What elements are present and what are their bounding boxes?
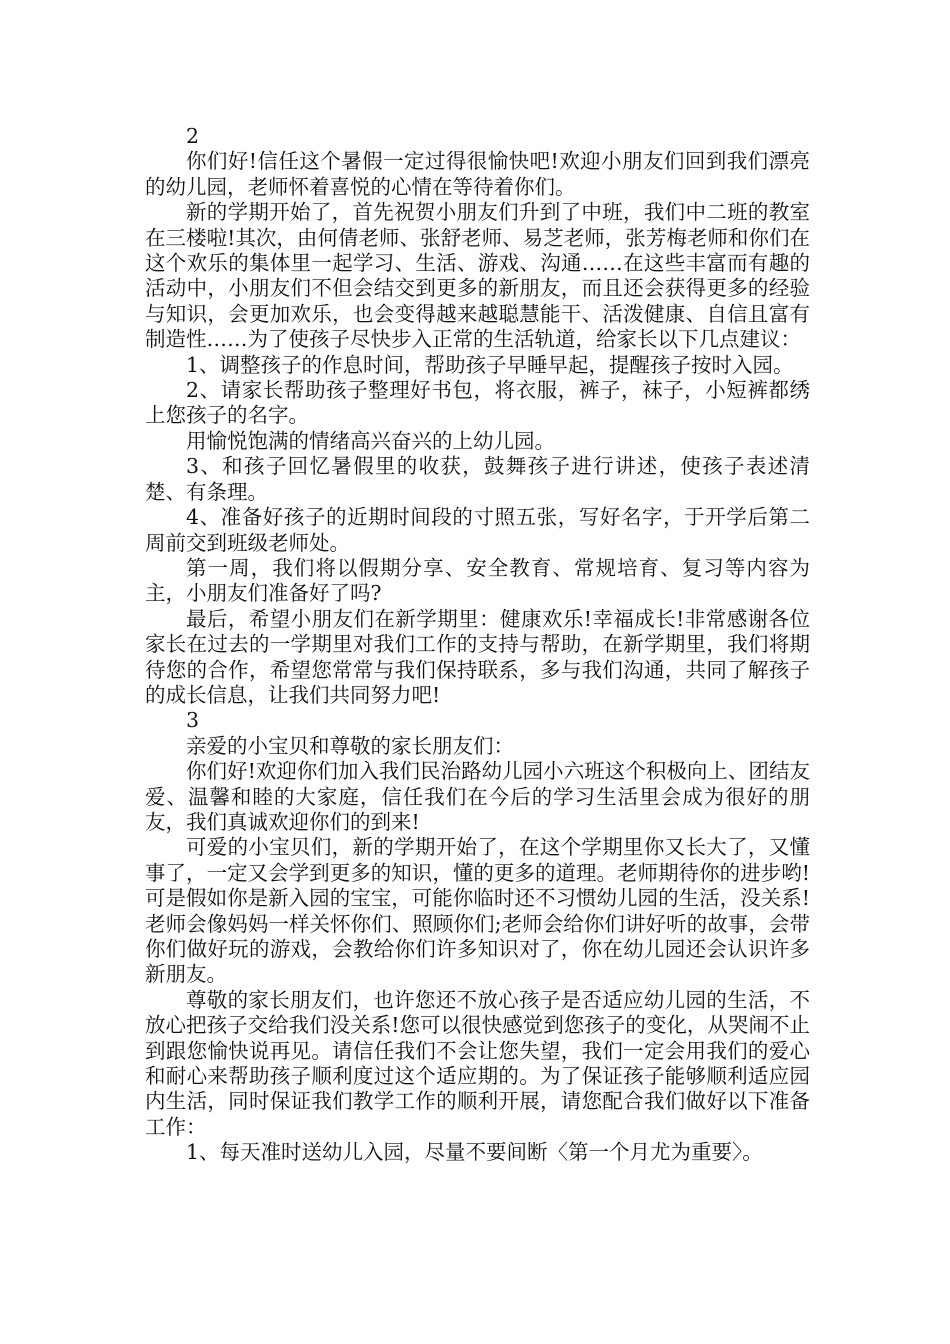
list-item: 1、每天准时送幼儿入园，尽量不要间断〈第一个月尤为重要〉。 [186, 1140, 763, 1165]
paragraph: 你们好!欢迎你们加入我们民治路幼儿园小六班这个积极向上、团结友爱、温馨和睦的大家庭，信任我们在今后的学习生活里会成为很好的朋友，我们真诚欢迎你们的到来! [145, 759, 810, 834]
document-body [145, 124, 810, 1166]
paragraph: 最后，希望小朋友们在新学期里：健康欢乐!幸福成长!非常感谢各位家长在过去的一学期里对我们工作的支持与帮助，在新学期里，我们将期待您的合作，希望您常常与我们保持联系，多与我们沟通，共同了解孩子的成长信息，让我们共同努力吧! [145, 606, 810, 707]
list-item: 4、准备好孩子的近期时间段的寸照五张，写好名字，于开学后第二周前交到班级老师处。 [145, 505, 810, 555]
list-item: 2、请家长帮助孩子整理好书包，将衣服，裤子，袜子，小短裤都绣上您孩子的名字。 [145, 378, 810, 428]
paragraph: 第一周，我们将以假期分享、安全教育、常规培育、复习等内容为主，小朋友们准备好了吗? [145, 555, 810, 606]
list-item: 3、和孩子回忆暑假里的收获，鼓舞孩子进行讲述，使孩子表述清楚、有条理。 [145, 454, 810, 504]
greeting: 亲爱的小宝贝和尊敬的家长朋友们： [186, 733, 514, 758]
paragraph: 用愉悦饱满的情绪高兴奋兴的上幼儿园。 [186, 428, 555, 453]
section-number: 3 [186, 708, 200, 733]
section-number: 2 [186, 124, 200, 148]
paragraph: 新的学期开始了，首先祝贺小朋友们升到了中班，我们中二班的教室在三楼啦!其次，由何倩老师、张舒老师、易芝老师，张芳梅老师和你们在这个欢乐的集体里一起学习、生活、游戏、沟通……在这些丰富而有趣的活动中，小朋友们不但会结交到更多的新朋友，而且还会获得更多的经验与知识，会更加欢乐，也会变得越来越聪慧能干、活泼健康、自信且富有制造性……为了使孩子尽快步入正常的生活轨道，给家长以下几点建议： [145, 200, 810, 352]
paragraph: 尊敬的家长朋友们，也许您还不放心孩子是否适应幼儿园的生活，不放心把孩子交给我们没关系!您可以很快感觉到您孩子的变化，从哭闹不止到跟您愉快说再见。请信任我们不会让您失望，我们一定会用我们的爱心和耐心来帮助孩子顺利度过这个适应期的。为了保证孩子能够顺利适应园内生活，同时保证我们教学工作的顺利开展，请您配合我们做好以下准备工作： [145, 987, 810, 1139]
paragraph: 你们好!信任这个暑假一定过得很愉快吧!欢迎小朋友们回到我们漂亮的幼儿园，老师怀着喜悦的心情在等待着你们。 [145, 149, 810, 199]
paragraph: 可爱的小宝贝们，新的学期开始了，在这个学期里你又长大了，又懂事了，一定又会学到更多的知识，懂的更多的道理。老师期待你的进步哟!可是假如你是新入园的宝宝，可能你临时还不习惯幼儿园的生活，没关系!老师会像妈妈一样关怀你们、照顾你们;老师会给你们讲好听的故事，会带你们做好玩的游戏，会教给你们许多知识对了，你在幼儿园还会认识许多新朋友。 [145, 835, 810, 987]
list-item: 1、调整孩子的作息时间，帮助孩子早睡早起，提醒孩子按时入园。 [186, 352, 794, 377]
